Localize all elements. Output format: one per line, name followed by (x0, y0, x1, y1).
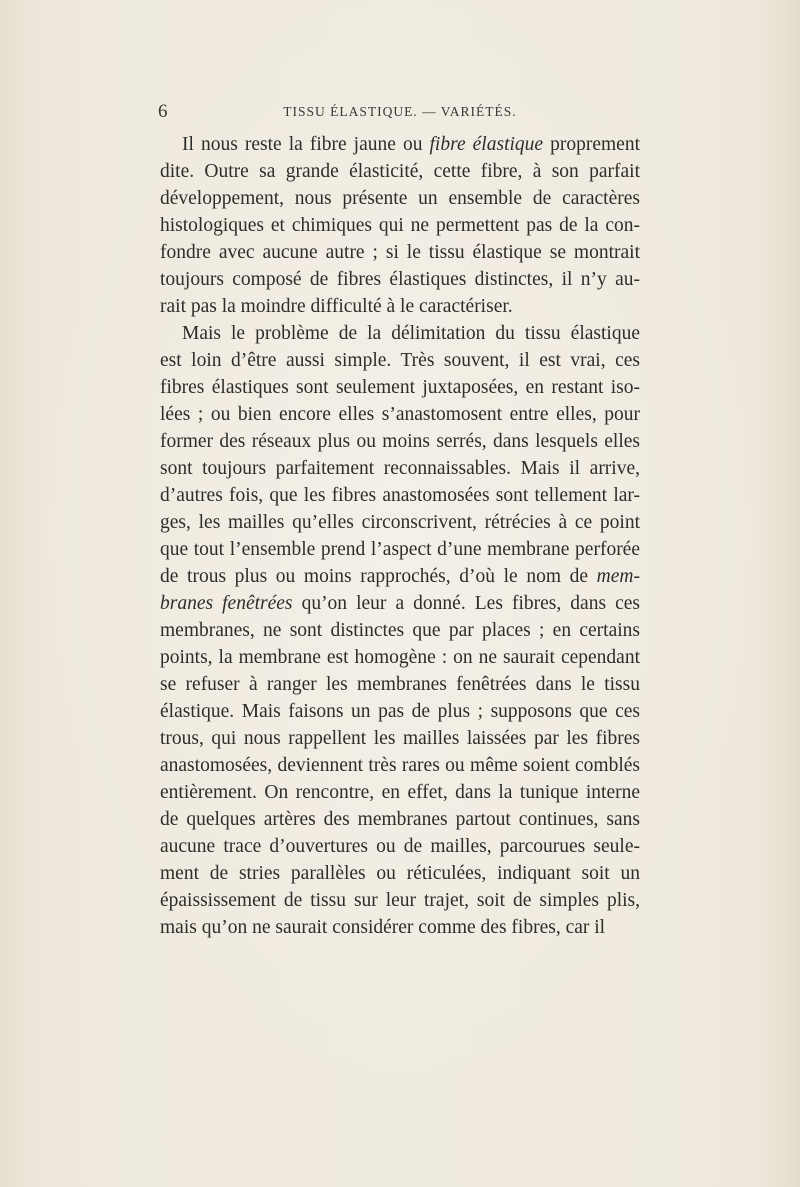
text-segment: lées ; ou bien encore elles s’anastomosent entre elles, pour (160, 404, 640, 425)
text-segment: Il nous reste la fibre jaune ou (182, 134, 430, 155)
text-segment: de quelques artères des membranes partout continues, sans (160, 809, 640, 830)
text-line (160, 158, 640, 185)
text-segment: entièrement. On rencontre, en effet, dans la tunique interne (160, 782, 640, 803)
text-segment: d’autres fois, que les fibres anastomosées sont tellement lar- (160, 485, 640, 506)
text-line (160, 347, 640, 374)
text-segment: se refuser à ranger les membranes fenêtrées dans le tissu (160, 674, 640, 695)
text-segment: de trous plus ou moins rapprochés, d’où le nom de (160, 566, 597, 587)
text-segment: rait pas la moindre difficulté à le caractériser. (160, 296, 513, 317)
text-line (160, 698, 640, 725)
text-segment: membranes, ne sont distinctes que par places ; en certains (160, 620, 640, 641)
text-line (160, 428, 640, 455)
text-line (160, 563, 640, 590)
text-segment: points, la membrane est homogène : on ne saurait cependant (160, 647, 640, 668)
text-line (160, 860, 640, 887)
text-segment: histologiques et chimiques qui ne permettent pas de la con- (160, 215, 640, 236)
text-segment: développement, nous présente un ensemble de caractères (160, 188, 640, 209)
text-segment: dite. Outre sa grande élasticité, cette fibre, à son parfait (160, 161, 640, 182)
body-text (160, 131, 640, 941)
text-line (160, 239, 640, 266)
text-segment: sont toujours parfaitement reconnaissables. Mais il arrive, (160, 458, 640, 479)
text-line (160, 752, 640, 779)
text-segment: toujours composé de fibres élastiques distinctes, il n’y au- (160, 269, 640, 290)
text-segment: ment de stries parallèles ou réticulées, indiquant soit un (160, 863, 640, 884)
text-line (160, 725, 640, 752)
text-line (160, 374, 640, 401)
italic-text: fibre élastique (429, 134, 544, 155)
text-line (160, 293, 640, 320)
page-header (158, 101, 642, 123)
text-line (160, 482, 640, 509)
text-segment: qu’on leur a donné. Les fibres, dans ces (292, 593, 640, 614)
text-line (160, 671, 640, 698)
text-segment: ges, les mailles qu’elles circonscrivent, rétrécies à ce point (160, 512, 640, 533)
text-line (160, 590, 640, 617)
text-segment: former des réseaux plus ou moins serrés, dans lesquels elles (160, 431, 640, 452)
paragraph-1 (160, 131, 640, 320)
text-line (160, 806, 640, 833)
text-segment: aucune trace d’ouvertures ou de mailles, parcourues seule- (160, 836, 640, 857)
text-segment: anastomosées, deviennent très rares ou même soient comblés (160, 755, 640, 776)
text-line (160, 131, 640, 158)
running-head: TISSU ÉLASTIQUE. — VARIÉTÉS. (283, 104, 517, 119)
text-line (160, 185, 640, 212)
text-segment: que tout l’ensemble prend l’aspect d’une membrane perforée (160, 539, 640, 560)
text-line (160, 509, 640, 536)
text-line (160, 212, 640, 239)
text-segment: proprement (543, 134, 640, 155)
text-segment: trous, qui nous rappellent les mailles laissées par les fibres (160, 728, 640, 749)
text-line (160, 536, 640, 563)
italic-text: mem- (596, 566, 640, 587)
text-segment: fondre avec aucune autre ; si le tissu élastique se montrait (160, 242, 640, 263)
text-line (160, 401, 640, 428)
text-line (160, 320, 640, 347)
text-segment: Mais le problème de la délimitation du tissu élastique (182, 323, 640, 344)
text-segment: mais qu’on ne saurait considérer comme des fibres, car il (160, 917, 606, 938)
text-segment: épaississement de tissu sur leur trajet, soit de simples plis, (160, 890, 640, 911)
page-number: 6 (158, 101, 168, 122)
text-segment: est loin d’être aussi simple. Très souvent, il est vrai, ces (160, 350, 640, 371)
text-line (160, 455, 640, 482)
text-line (160, 617, 640, 644)
text-line (160, 887, 640, 914)
text-line (160, 914, 640, 941)
text-line (160, 266, 640, 293)
text-segment: fibres élastiques sont seulement juxtaposées, en restant iso- (160, 377, 640, 398)
italic-text: branes fenêtrées (160, 593, 293, 614)
text-line (160, 779, 640, 806)
text-segment: élastique. Mais faisons un pas de plus ; supposons que ces (160, 701, 640, 722)
text-line (160, 833, 640, 860)
paragraph-2 (160, 320, 640, 941)
text-line (160, 644, 640, 671)
